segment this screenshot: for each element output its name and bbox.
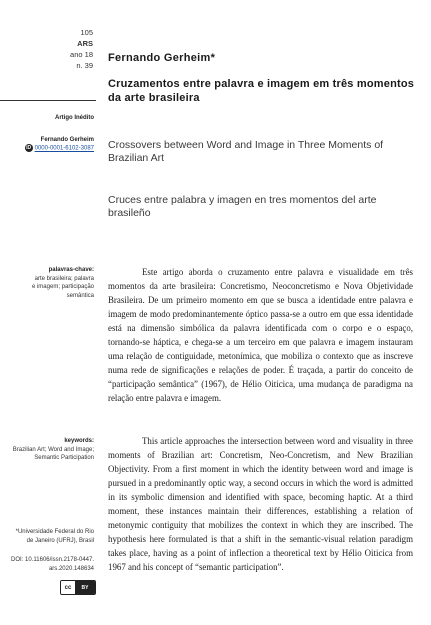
page-number: 105 xyxy=(80,28,93,37)
affiliation-line: de Janeiro (UFRJ), Brasil xyxy=(26,537,94,544)
affiliation xyxy=(0,528,94,545)
journal-year: ano 18 xyxy=(70,50,93,59)
keywords-en-line: Semantic Participation xyxy=(34,455,94,461)
keywords-pt-line: e imagem; participação xyxy=(31,284,94,290)
orcid-link[interactable]: 0000-0001-6102-3087 xyxy=(34,145,94,152)
abstract-english xyxy=(108,434,413,574)
title-english: Crossovers between Word and Image in Three Moments of Brazilian Art xyxy=(108,139,384,164)
doi xyxy=(0,556,94,573)
title-spanish: Cruces entre palabra y imagen en tres momentos del arte brasileño xyxy=(108,194,377,219)
keywords-pt-label: palavras-chave: xyxy=(48,267,94,273)
journal-issue: n. 39 xyxy=(76,61,93,70)
doi-line: ars.2020.148634 xyxy=(48,565,94,572)
affiliation-line: *Universidade Federal do Rio xyxy=(15,529,94,535)
abstract-pt-paragraph: Este artigo aborda o cruzamento entre palavra e visualidade em três momentos da arte brasileira: Concretismo, Neoconcretismo e Nova Objetividade Brasileira. De um primeiro momento em que se busca a identidade entre palavra e imagem de modo predominantemente óptico passa-se a outro em que essa identidade está na dimensão simbólica da palavra identificada com o corpo e o espaço, tornando-se háptica, e chega-se a um terceiro em que palavra e imagem instauram uma relação de contiguidade, metonímica, que mobiliza o contexto que as inscreve numa rede de significações e relações de poder. É traçada, a partir do conceito de “participação semântica” (1967), de Hélio Oiticica, uma mudança de paradigma na relação entre palavra e imagem. xyxy=(108,267,413,403)
section-label: Artigo Inédito xyxy=(55,115,94,121)
sidebar-divider xyxy=(0,100,96,101)
title-portuguese: Cruzamentos entre palavra e imagem em três momentos da arte brasileira xyxy=(108,78,415,104)
author-heading: Fernando Gerheim* xyxy=(108,52,216,64)
journal-name: ARS xyxy=(77,39,93,48)
abstract-en-paragraph: This article approaches the intersection between word and visuality in three moments of Brazilian art: Concretism, Neo-Concretism, and New Brazilian Objectivity. From a first moment in which the identity between word and image is pursued in a predominantly optic way, a second occurs in which the word is admitted in its symbolic dimension and identified with space, becoming haptic. At a third moment, these instances maintain their differences, establishing a relation of metonymic contiguity that mobilizes the context in which they are inscribed. The hypothesis here formulated is that a shift in the semantic-visual relation paradigm takes place, having as a point of inflection a theoretical text by Hélio Oiticica from 1967 and his concept of “semantic participation”. xyxy=(108,436,413,572)
doi-line: DOI: 10.11606/issn.2178-0447. xyxy=(11,557,94,563)
keywords-en xyxy=(0,437,94,463)
orcid-line xyxy=(0,144,94,153)
cc-by-icon: cc BY xyxy=(60,580,96,595)
keywords-pt xyxy=(0,266,94,300)
keywords-pt-line: arte brasileira; palavra xyxy=(34,275,94,282)
license-badge[interactable] xyxy=(60,580,96,595)
keywords-en-line: Brazilian Art; Word and Image; xyxy=(12,446,94,453)
keywords-en-label: keywords: xyxy=(64,438,94,444)
orcid-icon: iD xyxy=(26,145,32,151)
abstract-portuguese xyxy=(108,265,413,405)
keywords-pt-line: semântica xyxy=(66,292,94,299)
journal-meta xyxy=(13,27,93,71)
sidebar-author: Fernando Gerheim xyxy=(40,137,94,143)
